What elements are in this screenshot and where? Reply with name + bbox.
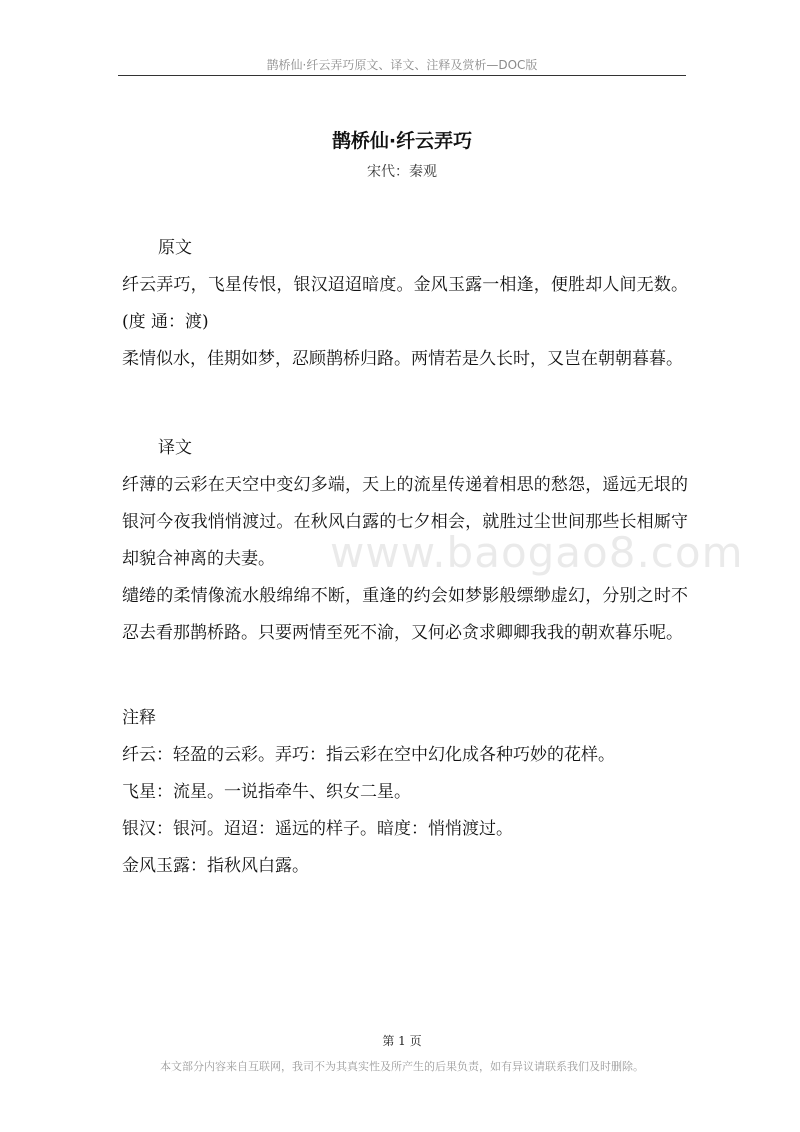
footer-disclaimer: 本文部分内容来自互联网，我司不为其真实性及所产生的后果负责，如有异议请联系我们及时删除。	[160, 1060, 644, 1073]
poem-title: 鹊桥仙·纤云弄巧	[331, 130, 473, 152]
note-item: 金风玉露：指秋风白露。	[122, 856, 309, 876]
section-spacer	[122, 378, 688, 430]
original-paragraph: 纤云弄巧，飞星传恨，银汉迢迢暗度。金风玉露一相逢，便胜却人间无数。(度 通：渡)	[122, 275, 688, 332]
page-header: 鹊桥仙·纤云弄巧原文、译文、注释及赏析—DOC版	[266, 58, 538, 72]
translation-paragraph: 纤薄的云彩在天空中变幻多端，天上的流星传递着相思的愁怨，遥远无垠的银河今夜我悄悄渡过。在秋风白露的七夕相会，就胜过尘世间那些长相厮守却貌合神离的夫妻。	[122, 475, 688, 569]
page-number: 第 1 页	[382, 1034, 422, 1048]
section-spacer	[122, 652, 688, 700]
note-item: 纤云：轻盈的云彩。弄巧：指云彩在空中幻化成各种巧妙的花样。	[122, 745, 615, 765]
original-heading: 原文	[158, 238, 192, 258]
note-item: 银汉：银河。迢迢：遥远的样子。暗度：悄悄渡过。	[122, 819, 513, 839]
poem-author: 宋代：秦观	[367, 164, 437, 180]
translation-heading: 译文	[158, 438, 192, 458]
note-item: 飞星：流星。一说指牵牛、织女二星。	[122, 782, 411, 802]
translation-paragraph: 缱绻的柔情像流水般绵绵不断，重逢的约会如梦影般缥缈虚幻，分别之时不忍去看那鹊桥路。只要两情至死不渝，又何必贪求卿卿我我的朝欢暮乐呢。	[122, 586, 688, 643]
original-paragraph: 柔情似水，佳期如梦，忍顾鹊桥归路。两情若是久长时，又岂在朝朝暮暮。	[122, 349, 683, 369]
document-body	[122, 230, 688, 885]
watermark: www.baogao8.com	[330, 528, 744, 577]
header-divider	[118, 75, 686, 76]
notes-heading: 注释	[122, 708, 156, 728]
